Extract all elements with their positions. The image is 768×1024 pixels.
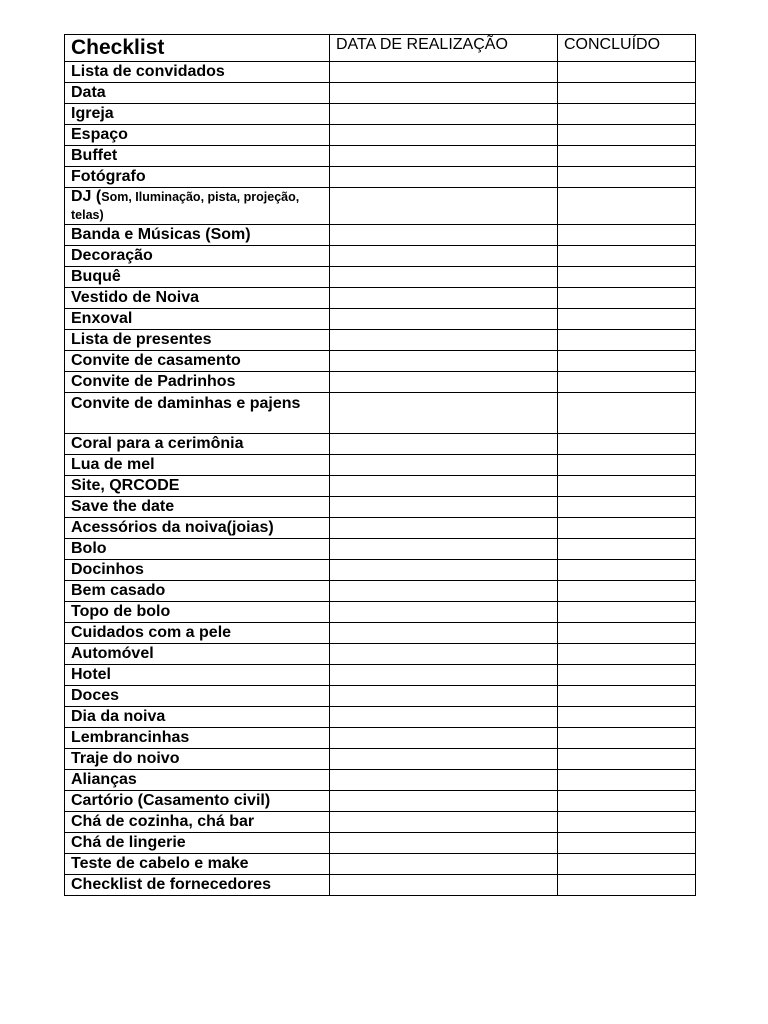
task-name: Lista de convidados — [71, 63, 225, 80]
done-cell[interactable] — [558, 167, 696, 188]
table-row — [65, 749, 696, 770]
header-row — [65, 35, 696, 62]
done-cell[interactable] — [558, 707, 696, 728]
table-row — [65, 854, 696, 875]
done-cell[interactable] — [558, 188, 696, 225]
task-name-cell — [65, 225, 330, 246]
task-name-cell — [65, 707, 330, 728]
table-row — [65, 812, 696, 833]
task-name: Cartório (Casamento civil) — [71, 792, 271, 809]
date-cell[interactable] — [330, 518, 558, 539]
date-cell[interactable] — [330, 104, 558, 125]
date-cell[interactable] — [330, 125, 558, 146]
date-cell[interactable] — [330, 476, 558, 497]
task-name-cell — [65, 665, 330, 686]
task-name-cell — [65, 749, 330, 770]
task-name: Lua de mel — [71, 456, 155, 473]
done-cell[interactable] — [558, 225, 696, 246]
task-name-cell — [65, 476, 330, 497]
done-cell[interactable] — [558, 665, 696, 686]
done-cell[interactable] — [558, 728, 696, 749]
task-name: Checklist de fornecedores — [71, 876, 272, 893]
task-name-cell — [65, 62, 330, 83]
task-name-cell — [65, 125, 330, 146]
task-name-cell — [65, 560, 330, 581]
date-cell[interactable] — [330, 497, 558, 518]
date-cell[interactable] — [330, 539, 558, 560]
task-name-cell — [65, 267, 330, 288]
date-cell[interactable] — [330, 665, 558, 686]
task-name: Docinhos — [71, 561, 144, 578]
table-row — [65, 330, 696, 351]
task-name: Acessórios da noiva(joias) — [71, 519, 274, 536]
table-row — [65, 288, 696, 309]
task-name: DJ ( — [71, 188, 102, 205]
done-cell[interactable] — [558, 560, 696, 581]
task-name-cell — [65, 330, 330, 351]
date-cell[interactable] — [330, 812, 558, 833]
task-name-cell — [65, 434, 330, 455]
task-name-cell — [65, 288, 330, 309]
date-cell[interactable] — [330, 644, 558, 665]
task-name: Hotel — [71, 666, 111, 683]
table-row — [65, 497, 696, 518]
table-row — [65, 83, 696, 104]
done-cell[interactable] — [558, 288, 696, 309]
task-name-cell — [65, 602, 330, 623]
task-name-cell — [65, 246, 330, 267]
task-name: Buquê — [71, 268, 121, 285]
date-cell[interactable] — [330, 393, 558, 434]
task-name: Cuidados com a pele — [71, 624, 232, 641]
done-cell[interactable] — [558, 791, 696, 812]
task-name-cell — [65, 728, 330, 749]
task-name-cell — [65, 686, 330, 707]
task-name: Automóvel — [71, 645, 154, 662]
date-cell[interactable] — [330, 62, 558, 83]
table-row — [65, 104, 696, 125]
task-name-cell — [65, 104, 330, 125]
date-cell[interactable] — [330, 434, 558, 455]
done-cell[interactable] — [558, 146, 696, 167]
table-row — [65, 623, 696, 644]
date-cell[interactable] — [330, 623, 558, 644]
task-name-cell — [65, 167, 330, 188]
date-cell[interactable] — [330, 146, 558, 167]
done-cell[interactable] — [558, 330, 696, 351]
date-cell[interactable] — [330, 455, 558, 476]
task-name-cell — [65, 854, 330, 875]
task-name: Coral para a cerimônia — [71, 435, 244, 452]
done-cell[interactable] — [558, 854, 696, 875]
task-name: Data — [71, 84, 106, 101]
task-name-cell — [65, 455, 330, 476]
task-name-cell — [65, 791, 330, 812]
task-name-cell — [65, 644, 330, 665]
task-name: Espaço — [71, 126, 128, 143]
task-name-cell — [65, 812, 330, 833]
done-cell[interactable] — [558, 686, 696, 707]
date-cell[interactable] — [330, 749, 558, 770]
done-cell[interactable] — [558, 770, 696, 791]
task-name: Alianças — [71, 771, 137, 788]
date-cell[interactable] — [330, 833, 558, 854]
task-name-cell — [65, 351, 330, 372]
task-name: Decoração — [71, 247, 153, 264]
done-cell[interactable] — [558, 623, 696, 644]
table-row — [65, 309, 696, 330]
task-name-cell — [65, 83, 330, 104]
table-row — [65, 188, 696, 225]
done-cell[interactable] — [558, 812, 696, 833]
checklist-rows — [65, 62, 696, 896]
table-row — [65, 146, 696, 167]
date-cell[interactable] — [330, 167, 558, 188]
table-row — [65, 833, 696, 854]
table-row — [65, 581, 696, 602]
task-name-cell — [65, 518, 330, 539]
done-cell[interactable] — [558, 267, 696, 288]
task-name-cell — [65, 770, 330, 791]
table-row — [65, 434, 696, 455]
table-row — [65, 393, 696, 434]
table-row — [65, 875, 696, 896]
done-cell[interactable] — [558, 246, 696, 267]
table-row — [65, 267, 696, 288]
date-cell[interactable] — [330, 707, 558, 728]
done-column-header: CONCLUÍDO — [558, 35, 696, 62]
date-cell[interactable] — [330, 602, 558, 623]
table-row — [65, 225, 696, 246]
done-cell[interactable] — [558, 83, 696, 104]
done-cell[interactable] — [558, 62, 696, 83]
task-name-cell — [65, 372, 330, 393]
table-row — [65, 372, 696, 393]
task-name: Chá de lingerie — [71, 834, 186, 851]
task-name: Site, QRCODE — [71, 477, 180, 494]
date-cell[interactable] — [330, 560, 558, 581]
done-cell[interactable] — [558, 749, 696, 770]
done-cell[interactable] — [558, 351, 696, 372]
done-cell[interactable] — [558, 875, 696, 896]
table-row — [65, 644, 696, 665]
checklist-title: Checklist — [65, 35, 330, 62]
task-name-cell — [65, 833, 330, 854]
task-name: Doces — [71, 687, 120, 704]
table-row — [65, 351, 696, 372]
task-name: Bem casado — [71, 582, 166, 599]
done-cell[interactable] — [558, 644, 696, 665]
done-cell[interactable] — [558, 602, 696, 623]
table-row — [65, 518, 696, 539]
task-name: Lista de presentes — [71, 331, 212, 348]
task-name: Vestido de Noiva — [71, 289, 200, 306]
task-name: Teste de cabelo e make — [71, 855, 249, 872]
checklist-table — [64, 34, 696, 896]
table-row — [65, 602, 696, 623]
table-row — [65, 455, 696, 476]
task-name: Banda e Músicas (Som) — [71, 226, 251, 243]
done-cell[interactable] — [558, 372, 696, 393]
date-cell[interactable] — [330, 351, 558, 372]
done-cell[interactable] — [558, 476, 696, 497]
task-name-cell — [65, 539, 330, 560]
task-name: Dia da noiva — [71, 708, 166, 725]
task-name: Traje do noivo — [71, 750, 180, 767]
task-name: Fotógrafo — [71, 168, 146, 185]
table-row — [65, 728, 696, 749]
done-cell[interactable] — [558, 125, 696, 146]
done-cell[interactable] — [558, 497, 696, 518]
task-name: Chá de cozinha, chá bar — [71, 813, 255, 830]
done-cell[interactable] — [558, 104, 696, 125]
table-row — [65, 770, 696, 791]
done-cell[interactable] — [558, 455, 696, 476]
date-cell[interactable] — [330, 246, 558, 267]
task-name: Convite de Padrinhos — [71, 373, 236, 390]
date-cell[interactable] — [330, 83, 558, 104]
task-name: Topo de bolo — [71, 603, 171, 620]
table-row — [65, 707, 696, 728]
date-cell[interactable] — [330, 686, 558, 707]
date-cell[interactable] — [330, 288, 558, 309]
date-cell[interactable] — [330, 188, 558, 225]
table-row — [65, 476, 696, 497]
task-name-cell — [65, 581, 330, 602]
date-column-header: DATA DE REALIZAÇÃO — [330, 35, 558, 62]
table-row — [65, 125, 696, 146]
table-row — [65, 791, 696, 812]
task-name: Convite de daminhas e pajens — [71, 395, 301, 412]
task-name: Bolo — [71, 540, 107, 557]
task-name: Save the date — [71, 498, 175, 515]
date-cell[interactable] — [330, 728, 558, 749]
date-cell[interactable] — [330, 330, 558, 351]
date-cell[interactable] — [330, 309, 558, 330]
table-row — [65, 560, 696, 581]
done-cell[interactable] — [558, 539, 696, 560]
task-name: Lembrancinhas — [71, 729, 190, 746]
date-cell[interactable] — [330, 770, 558, 791]
task-name-cell — [65, 146, 330, 167]
table-row — [65, 62, 696, 83]
task-name: Enxoval — [71, 310, 133, 327]
task-name-cell — [65, 623, 330, 644]
task-name-cell — [65, 309, 330, 330]
task-name: Convite de casamento — [71, 352, 241, 369]
task-name-cell — [65, 393, 330, 434]
date-cell[interactable] — [330, 372, 558, 393]
date-cell[interactable] — [330, 581, 558, 602]
done-cell[interactable] — [558, 833, 696, 854]
done-cell[interactable] — [558, 581, 696, 602]
date-cell[interactable] — [330, 875, 558, 896]
task-name-cell — [65, 188, 330, 225]
table-row — [65, 686, 696, 707]
date-cell[interactable] — [330, 267, 558, 288]
done-cell[interactable] — [558, 434, 696, 455]
task-name: Buffet — [71, 147, 118, 164]
task-name-cell — [65, 875, 330, 896]
done-cell[interactable] — [558, 309, 696, 330]
date-cell[interactable] — [330, 854, 558, 875]
task-name-cell — [65, 497, 330, 518]
table-row — [65, 246, 696, 267]
date-cell[interactable] — [330, 791, 558, 812]
date-cell[interactable] — [330, 225, 558, 246]
done-cell[interactable] — [558, 518, 696, 539]
table-row — [65, 539, 696, 560]
done-cell[interactable] — [558, 393, 696, 434]
table-row — [65, 167, 696, 188]
task-name: Igreja — [71, 105, 114, 122]
table-row — [65, 665, 696, 686]
task-detail: Som, Iluminação, pista, projeção, telas) — [71, 190, 300, 222]
